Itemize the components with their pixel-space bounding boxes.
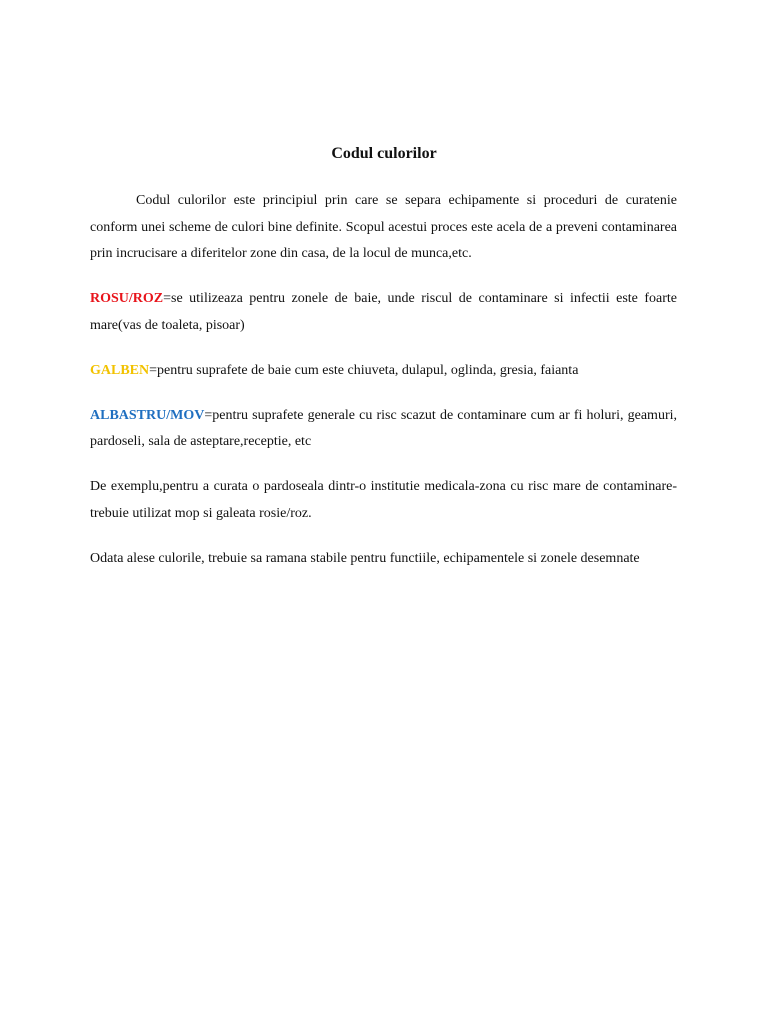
color-keyword-red: ROSU/ROZ [90, 291, 164, 306]
color-keyword-blue: ALBASTRU/MOV [90, 407, 205, 423]
example-paragraph: De exemplu,pentru a curata o pardoseala dintr-o institutie medicala-zona cu risc mare de contaminare-trebuie utilizat mop si galeata rosie/roz. [90, 479, 677, 521]
color-description-yellow: =pentru suprafete de baie cum este chiuveta, dulapul, oglinda, gresia, faianta [149, 362, 579, 378]
closing-paragraph: Odata alese culorile, trebuie sa ramana stabile pentru functiile, echipamentele si zonele desemnate [90, 550, 640, 566]
color-description-red: =se utilizeaza pentru zonele de baie, unde riscul de contaminare si infectii este foarte mare(vas de toaleta, pisoar) [90, 291, 677, 333]
color-description-blue: =pentru suprafete generale cu risc scazut de contaminare cum ar fi holuri, geamuri, pardoseli, sala de asteptare,receptie, etc [90, 407, 677, 449]
color-paragraph-red [90, 286, 677, 339]
color-paragraph-blue [90, 403, 677, 456]
color-paragraph-yellow [90, 358, 677, 385]
color-keyword-yellow: GALBEN [90, 362, 150, 378]
document-body [90, 188, 677, 591]
intro-paragraph: Codul culorilor este principiul prin care se separa echipamente si proceduri de curatenie conform unei scheme de culori bine definite. Scopul acestui proces este acela de a preveni contaminarea prin incrucisare a diferitelor zone din casa, de la locul de munca,etc. [90, 193, 677, 261]
document-title: Codul culorilor [331, 145, 437, 162]
